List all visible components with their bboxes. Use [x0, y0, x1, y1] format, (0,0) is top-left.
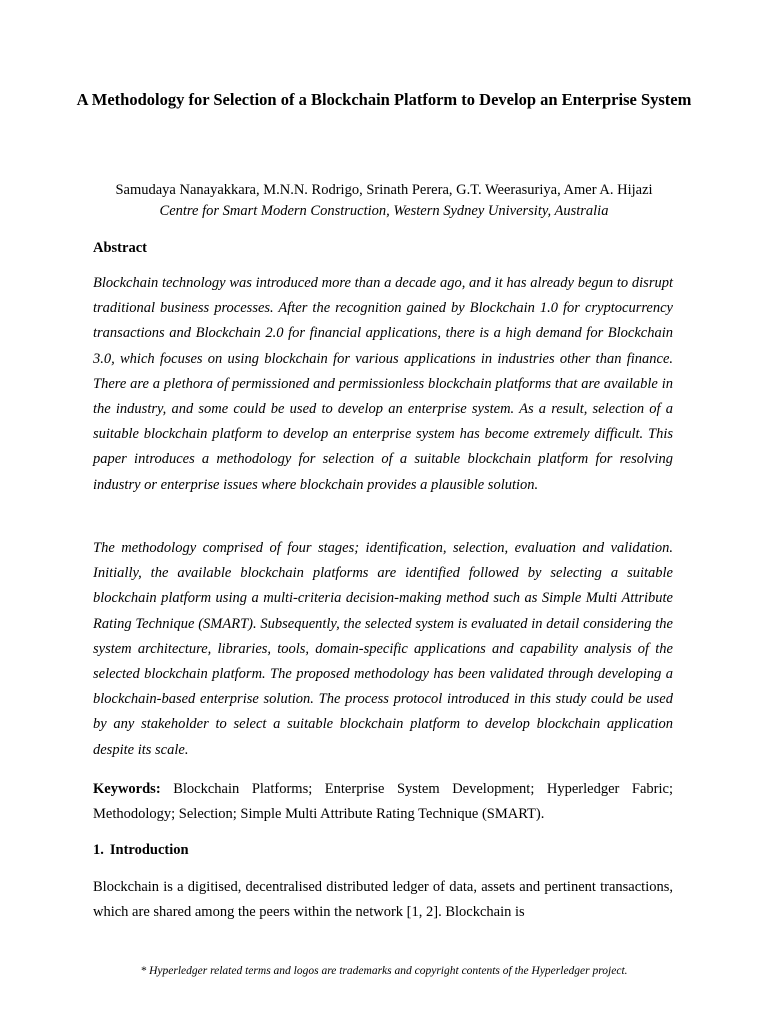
- author-list: Samudaya Nanayakkara, M.N.N. Rodrigo, Srinath Perera, G.T. Weerasuriya, Amer A. Hijazi: [115, 182, 653, 198]
- abstract-paragraph-2: The methodology comprised of four stages; identification, selection, evaluation and validation. Initially, the available blockchain platforms are identified followed by selecting a suitable blockchain platform using a multi-criteria decision-making method such as Simple Multi Attribute Rating Technique (SMART). Subsequently, the selected system is evaluated in detail considering the system architecture, libraries, tools, domain-specific applications and capability analysis of the selected blockchain platform. The proposed methodology has been validated through developing a blockchain-based enterprise solution. The process protocol introduced in this study could be used by any stakeholder to select a suitable blockchain platform to develop blockchain application despite its scale.: [93, 540, 673, 758]
- section-title: Introduction: [109, 842, 189, 858]
- keywords-text: Blockchain Platforms; Enterprise System Development; Hyperledger Fabric; Methodology; Selection; Simple Multi Attribute Rating Technique (SMART).: [93, 781, 673, 823]
- footnote: * Hyperledger related terms and logos are trademarks and copyright contents of the Hyperledger project.: [140, 965, 628, 977]
- section-number: 1.: [93, 842, 104, 858]
- keywords: [93, 777, 673, 827]
- section-heading-introduction: [93, 840, 189, 860]
- abstract-paragraph-1: Blockchain technology was introduced more than a decade ago, and it has already begun to disrupt traditional business processes. After the recognition gained by Blockchain 1.0 for cryptocurrency transactions and Blockchain 2.0 for financial applications, there is a high demand for Blockchain 3.0, which focuses on using blockchain for various applications in industries other than finance. There are a plethora of permissioned and permissionless blockchain platforms that are available in the industry, and some could be used to develop an enterprise system. As a result, selection of a suitable blockchain platform to develop an enterprise system has become extremely difficult. This paper introduces a methodology for selection of a suitable blockchain platform for resolving industry or enterprise issues where blockchain provides a plausible solution.: [93, 275, 673, 493]
- abstract-heading: Abstract: [93, 240, 147, 256]
- introduction-paragraph: Blockchain is a digitised, decentralised distributed ledger of data, assets and pertinent transactions, which are shared among the peers within the network [1, 2]. Blockchain is: [93, 879, 673, 921]
- affiliation: Centre for Smart Modern Construction, Western Sydney University, Australia: [159, 203, 609, 219]
- paper-title: A Methodology for Selection of a Blockchain Platform to Develop an Enterprise System: [76, 90, 692, 109]
- keywords-label: Keywords:: [93, 781, 161, 797]
- author-block: [60, 180, 708, 222]
